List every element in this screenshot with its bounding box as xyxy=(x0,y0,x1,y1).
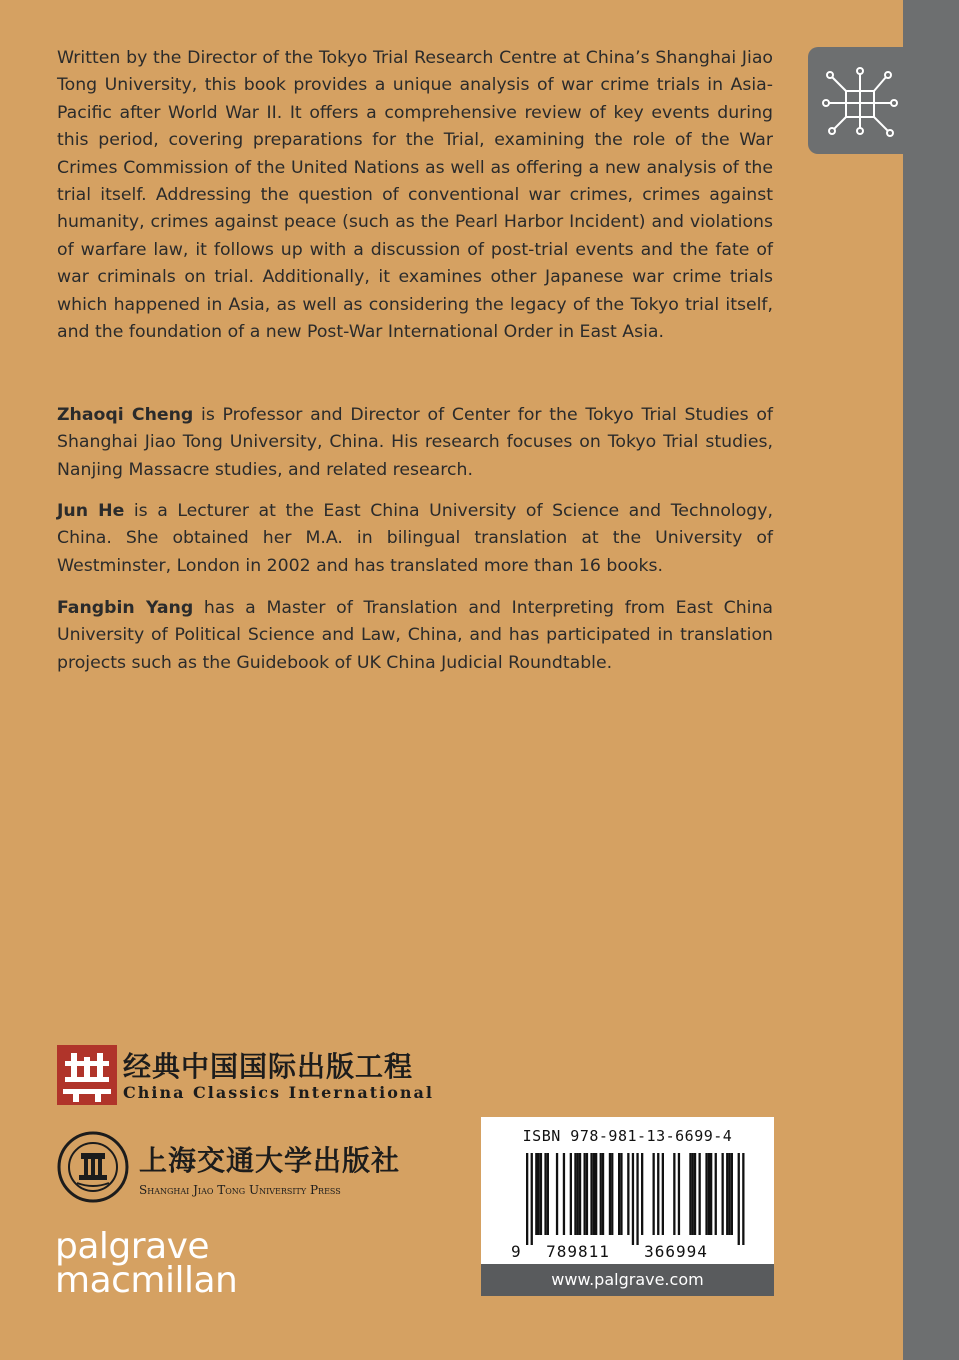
barcode-bar xyxy=(641,1153,643,1235)
barcode-first-digit: 9 xyxy=(511,1242,521,1261)
barcode-bar xyxy=(632,1153,634,1245)
barcode-bar xyxy=(584,1153,586,1235)
barcode-bar xyxy=(694,1153,696,1235)
barcode-bar xyxy=(574,1153,576,1235)
barcode-bar xyxy=(538,1153,540,1235)
barcode-bar xyxy=(662,1153,664,1235)
sjtu-press-english: Shanghai Jiao Tong University Press xyxy=(139,1183,341,1197)
barcode-bars xyxy=(526,1153,745,1245)
china-classics-chinese: 经典中国国际出版工程 xyxy=(123,1050,414,1083)
barcode-bar xyxy=(535,1153,537,1235)
author-bio-text: is Professor and Director of Center for the Tokyo Trial Studies of Shanghai Jiao Tong University, China. His research focuses on Tokyo Trial studies, Nanjing Massacre studies, and related research. xyxy=(57,405,773,480)
barcode-bar xyxy=(653,1153,655,1235)
barcode-bar xyxy=(678,1153,680,1235)
author-name: Zhaoqi Cheng xyxy=(57,405,194,425)
dian-seal-icon xyxy=(57,1045,117,1105)
translator-bio-yang xyxy=(57,595,773,677)
barcode-bar xyxy=(563,1153,565,1235)
barcode-bar xyxy=(692,1153,694,1235)
palgrave-emblem xyxy=(808,47,911,154)
barcode-bar xyxy=(577,1153,579,1235)
barcode-bar xyxy=(586,1153,588,1235)
barcode-bar xyxy=(731,1153,733,1235)
palgrave-wordmark: palgrave xyxy=(55,1226,210,1267)
barcode-bar xyxy=(710,1153,712,1235)
isbn-number: ISBN 978-981-13-6699-4 xyxy=(522,1127,733,1145)
barcode-bar xyxy=(579,1153,581,1235)
spine xyxy=(903,0,959,1360)
barcode-bar xyxy=(544,1153,546,1235)
barcode-bar xyxy=(600,1153,602,1235)
author-bio-cheng xyxy=(57,402,773,484)
macmillan-wordmark: macmillan xyxy=(55,1260,238,1301)
barcode-bar xyxy=(531,1153,533,1245)
barcode-bar xyxy=(738,1153,740,1245)
barcode-bar xyxy=(657,1153,659,1235)
barcode-bar xyxy=(726,1153,728,1235)
barcode-bar xyxy=(627,1153,629,1235)
barcode-bar xyxy=(590,1153,592,1235)
barcode-bar xyxy=(715,1153,717,1235)
sjtu-press-chinese: 上海交通大学出版社 xyxy=(139,1144,401,1177)
barcode-bar xyxy=(728,1153,730,1235)
barcode-bar xyxy=(708,1153,710,1235)
china-classics-logo xyxy=(57,1043,434,1107)
barcode-bar xyxy=(547,1153,549,1235)
barcode-bar xyxy=(602,1153,604,1235)
barcode-bar xyxy=(609,1153,611,1235)
barcode-bar xyxy=(620,1153,622,1235)
barcode-bar xyxy=(673,1153,675,1235)
sjtu-press-logo xyxy=(57,1131,401,1211)
barcode-bar xyxy=(699,1153,701,1235)
translator-name: Jun He xyxy=(57,501,125,521)
publisher-url: www.palgrave.com xyxy=(481,1264,774,1296)
translator-bio-text: is a Lecturer at the East China University of Science and Technology, China. She obtained her M.A. in bilingual translation at the University of Westminster, London in 2002 and has translated more than 16 books. xyxy=(57,501,773,576)
translator-bio-he xyxy=(57,498,773,580)
barcode-bar xyxy=(556,1153,558,1235)
barcode-bar xyxy=(595,1153,597,1235)
barcode-bar xyxy=(618,1153,620,1235)
university-seal-icon xyxy=(57,1131,129,1203)
barcode-bar xyxy=(526,1153,528,1245)
translator-name: Fangbin Yang xyxy=(57,598,194,618)
barcode-bar xyxy=(570,1153,572,1235)
book-description: Written by the Director of the Tokyo Trial Research Centre at China’s Shanghai Jiao Tong University, this book provides a unique analysis of war crime trials in Asia-Pacific after World War II. It offers a comprehensive review of key events during this period, covering preparations for the Trial, examining the role of the War Crimes Commission of the United Nations as well as offering a new analysis of the trial itself. Addressing the question of conventional war crimes, crimes against humanity, crimes against peace (such as the Pearl Harbor Incident) and violations of warfare law, it follows up with a discussion of post-trial events and the fate of war criminals on trial. Additionally, it examines other Japanese war crime trials which happened in Asia, as well as considering the legacy of the Tokyo trial itself, and the foundation of a new Post-War International Order in East Asia. xyxy=(57,48,773,343)
barcode-bar xyxy=(689,1153,691,1235)
barcode-group-right: 366994 xyxy=(644,1242,708,1261)
barcode-group-left: 789811 xyxy=(546,1242,610,1261)
translator-bio-text: has a Master of Translation and Interpreting from East China University of Political Science and Law, China, and has participated in translation projects such as the Guidebook of UK China Judicial Roundtable. xyxy=(57,598,773,673)
barcode-panel xyxy=(481,1117,774,1264)
barcode-bar xyxy=(742,1153,744,1245)
barcode-bar xyxy=(705,1153,707,1235)
barcode-bar xyxy=(593,1153,595,1235)
china-classics-english: China Classics International xyxy=(123,1083,434,1102)
palgrave-macmillan-logo xyxy=(55,1226,238,1301)
barcode-bar xyxy=(611,1153,613,1235)
network-icon xyxy=(822,63,898,139)
barcode-bar xyxy=(636,1153,638,1245)
barcode-bar xyxy=(722,1153,724,1235)
barcode-bar xyxy=(540,1153,542,1235)
